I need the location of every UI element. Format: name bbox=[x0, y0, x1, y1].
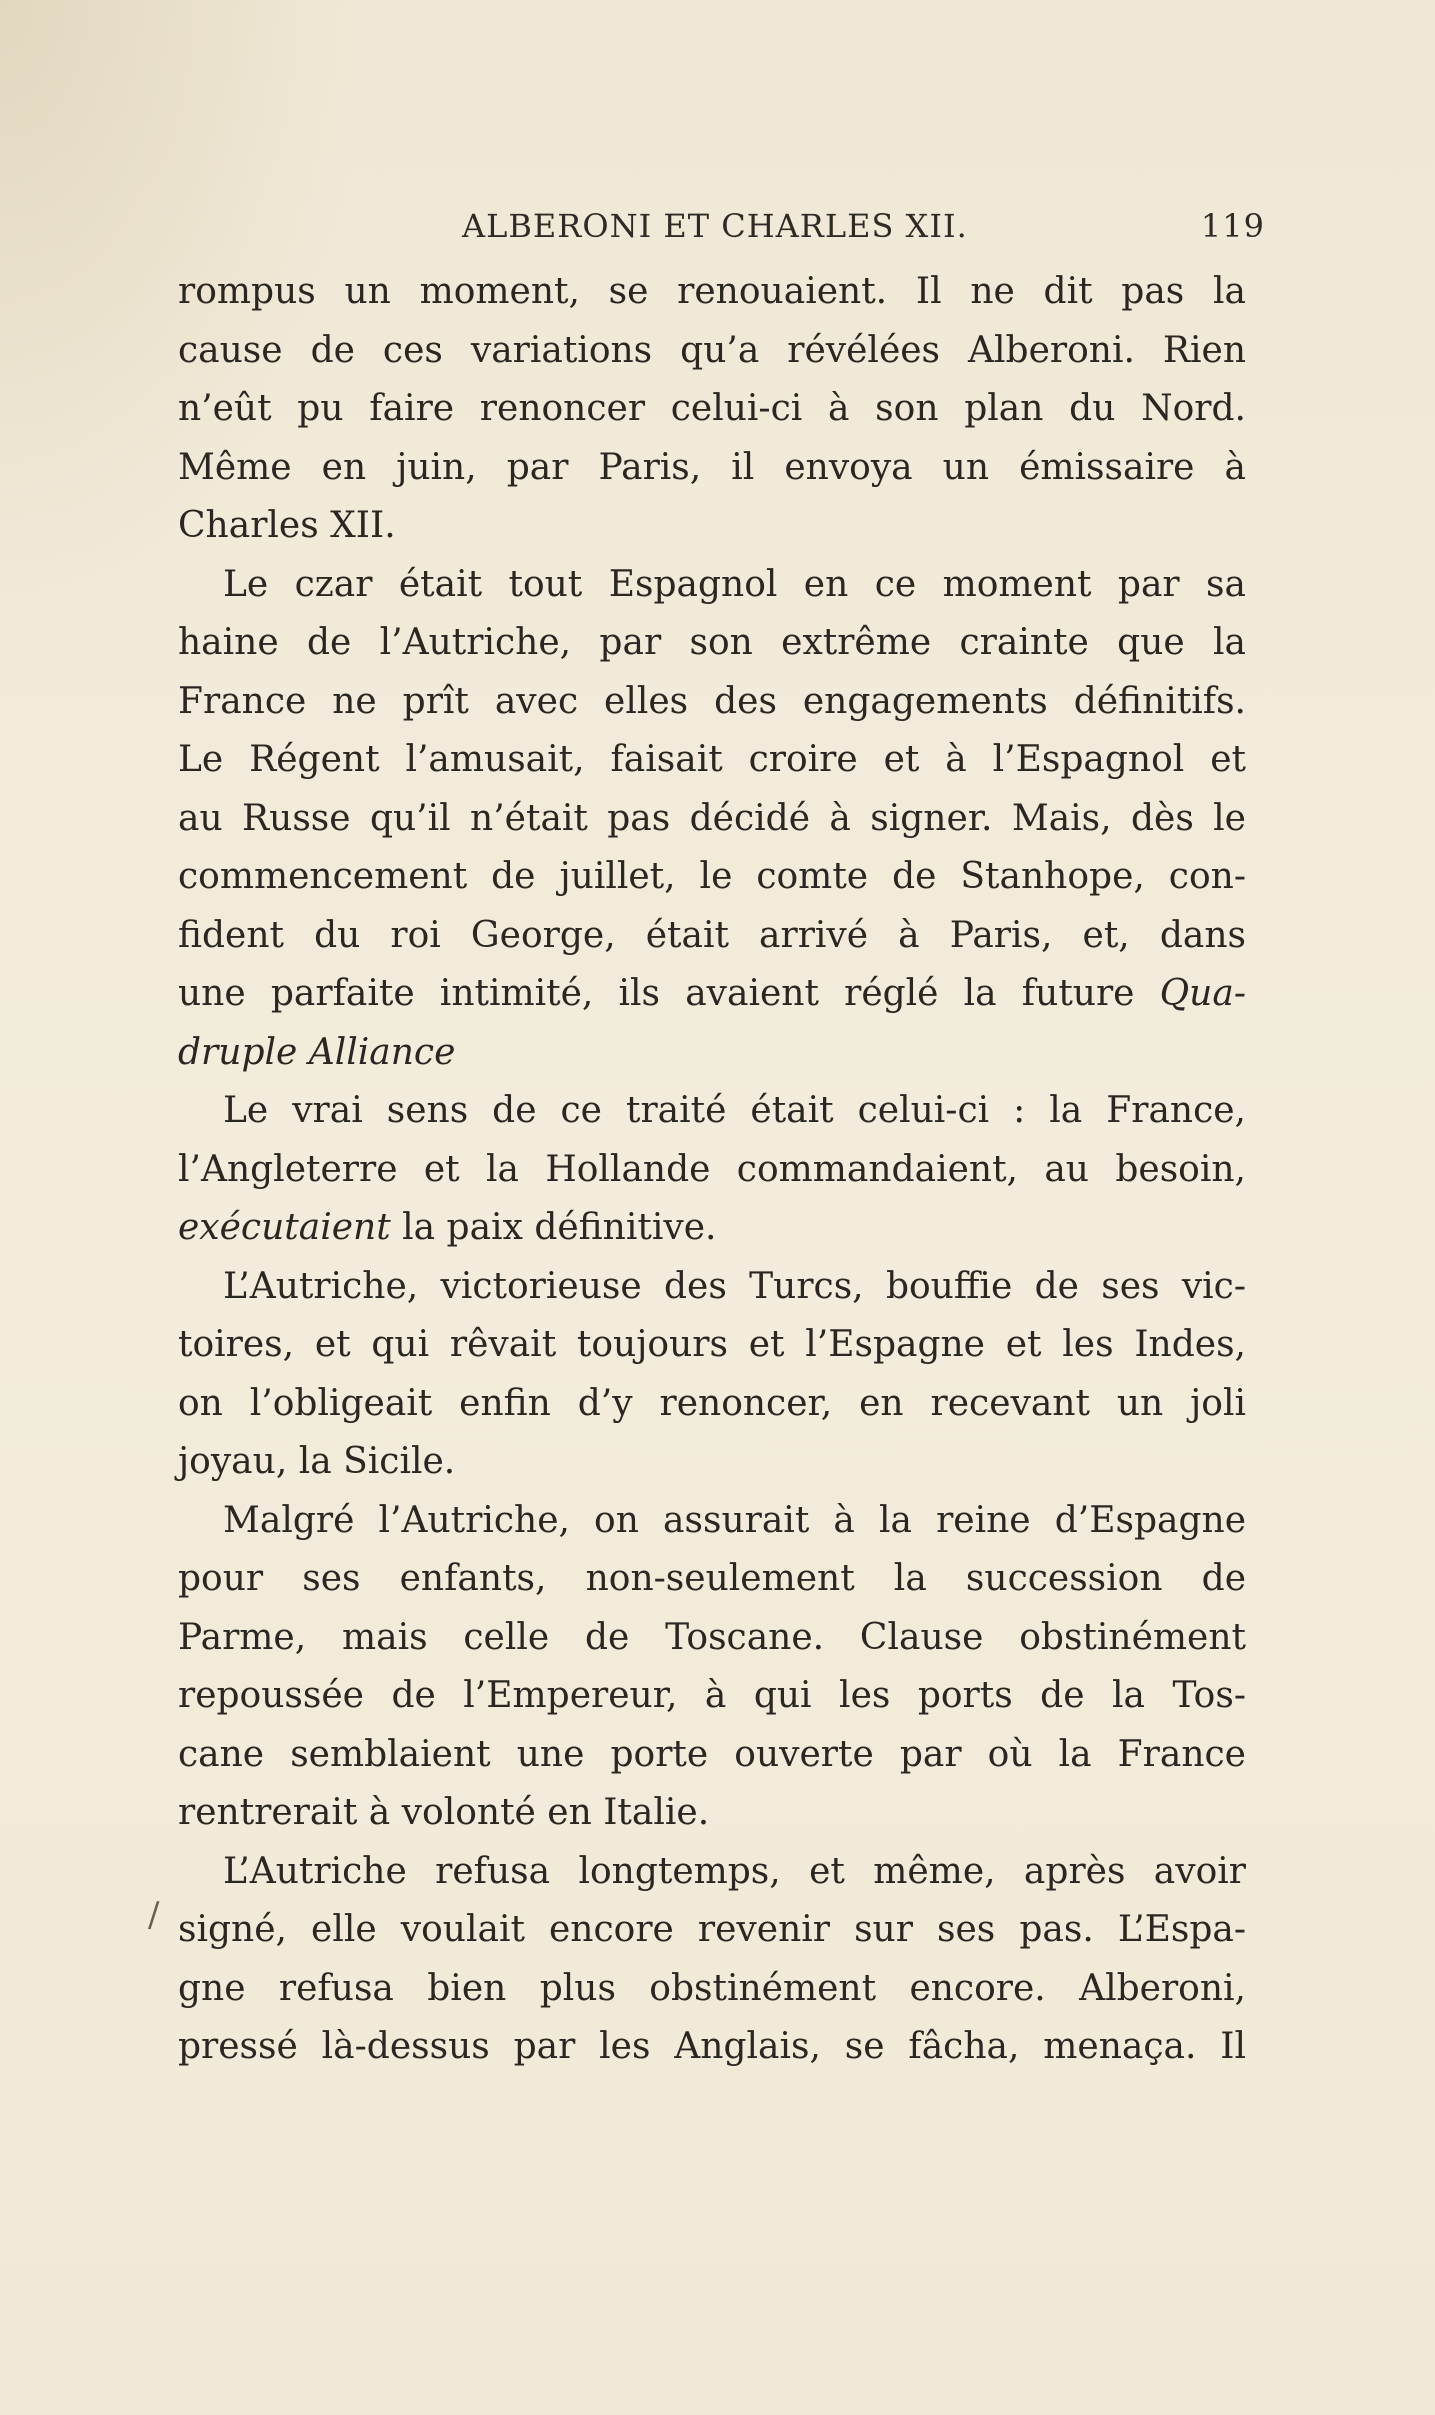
text-line: France ne prît avec elles des engagements définitifs. bbox=[178, 680, 1246, 722]
text-line: signé, elle voulait encore revenir sur ses pas. L’Espa- bbox=[178, 1909, 1246, 1950]
text-line: au Russe qu’il n’était pas décidé à signer. Mais, dès le bbox=[178, 797, 1246, 839]
italic-text: exécutaient bbox=[178, 1207, 391, 1248]
text-line: rentrerait à volonté en Italie. bbox=[178, 1792, 710, 1833]
text-line: pressé là-dessus par les Anglais, se fâcha, menaça. Il bbox=[178, 2026, 1246, 2067]
running-head bbox=[180, 207, 1265, 247]
running-title: ALBERONI ET CHARLES XII. bbox=[462, 207, 968, 245]
text-line bbox=[178, 1024, 1246, 1083]
text-line: repoussée de l’Empereur, à qui les ports de la Tos- bbox=[178, 1675, 1246, 1716]
text-line: toires, et qui rêvait toujours et l’Espagne et les Indes, bbox=[178, 1324, 1246, 1365]
text-line: on l’obligeait enfin d’y renoncer, en recevant un joli bbox=[178, 1382, 1246, 1424]
text-line: cane semblaient une porte ouverte par où la France bbox=[178, 1733, 1246, 1775]
text-line: Charles XII. bbox=[178, 505, 396, 546]
text-line: haine de l’Autriche, par son extrême crainte que la bbox=[178, 622, 1246, 663]
text-line: rompus un moment, se renouaient. Il ne dit pas la bbox=[178, 271, 1246, 312]
text-line: cause de ces variations qu’a révélées Alberoni. Rien bbox=[178, 329, 1246, 371]
text-line: pour ses enfants, non-seulement la succession de bbox=[178, 1558, 1246, 1599]
italic-text: Qua- bbox=[1159, 973, 1246, 1014]
text-line: gne refusa bien plus obstinément encore. Alberoni, bbox=[178, 1967, 1246, 2009]
text-line: Même en juin, par Paris, il envoya un émissaire à bbox=[178, 446, 1246, 488]
text-line: Malgré l’Autriche, on assurait à la reine d’Espagne bbox=[223, 1499, 1246, 1541]
body-text bbox=[178, 263, 1246, 2077]
text-line: joyau, la Sicile. bbox=[178, 1441, 456, 1482]
text-line bbox=[178, 1199, 1246, 1258]
italic-text: druple Alliance bbox=[178, 1031, 456, 1073]
text-line: L’Autriche, victorieuse des Turcs, bouffie de ses vic- bbox=[223, 1265, 1246, 1307]
text-line: Le czar était tout Espagnol en ce moment par sa bbox=[223, 563, 1246, 605]
text-line: Le vrai sens de ce traité était celui-ci : la France, bbox=[223, 1090, 1246, 1131]
text-line: l’Angleterre et la Hollande commandaient, au besoin, bbox=[178, 1148, 1246, 1190]
text-segment: une parfaite intimité, ils avaient réglé la future bbox=[178, 973, 1135, 1014]
text-line: commencement de juillet, le comte de Stanhope, con- bbox=[178, 856, 1246, 897]
page-number: 119 bbox=[1200, 207, 1265, 245]
text-line bbox=[178, 965, 1246, 1024]
text-line: Parme, mais celle de Toscane. Clause obstinément bbox=[178, 1616, 1246, 1658]
text-line: n’eût pu faire renoncer celui-ci à son plan du Nord. bbox=[178, 388, 1246, 429]
text-segment: la paix définitive. bbox=[402, 1207, 717, 1248]
text-line: fident du roi George, était arrivé à Paris, et, dans bbox=[178, 914, 1246, 956]
margin-mark: / bbox=[148, 1895, 160, 1935]
text-line: Le Régent l’amusait, faisait croire et à l’Espagnol et bbox=[178, 739, 1246, 780]
text-line: L’Autriche refusa longtemps, et même, après avoir bbox=[223, 1850, 1246, 1892]
